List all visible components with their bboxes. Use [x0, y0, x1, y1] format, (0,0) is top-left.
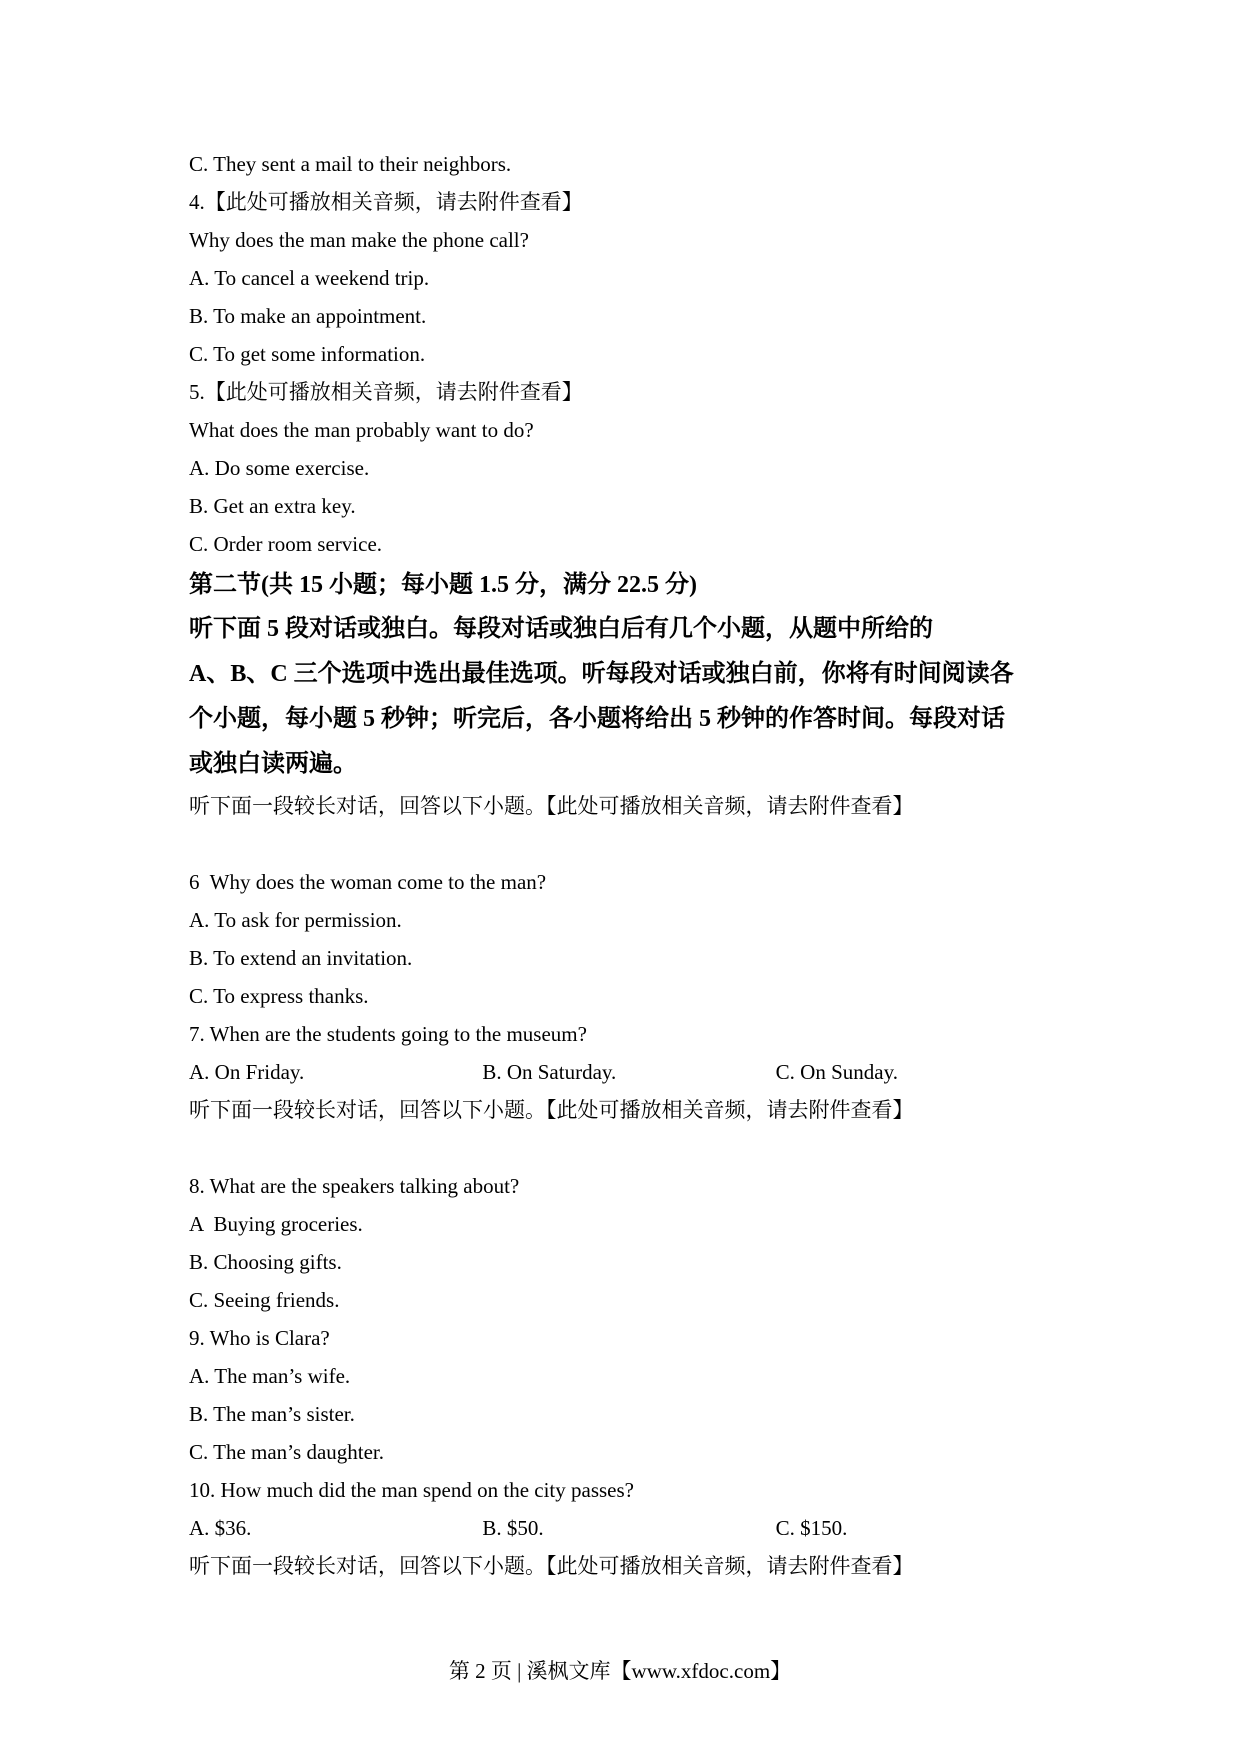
q4-audio-prompt: 4.【此处可播放相关音频，请去附件查看】 — [189, 190, 583, 214]
audio-prompt-2: 听下面一段较长对话，回答以下小题。【此处可播放相关音频，请去附件查看】 — [189, 1098, 914, 1122]
q7-option-b: B. On Saturday. — [482, 1060, 617, 1084]
spacer — [189, 825, 1069, 863]
q5-option-b: B. Get an extra key. — [189, 494, 356, 518]
q10-question: 10. How much did the man spend on the city passes? — [189, 1478, 634, 1502]
q9-option-b: B. The man’s sister. — [189, 1402, 355, 1426]
section-instructions-line-3: 个小题，每小题 5 秒钟；听完后，各小题将给出 5 秒钟的作答时间。每段对话 — [189, 706, 1005, 732]
q6-option-c: C. To express thanks. — [189, 984, 369, 1008]
section-title: 第二节(共 15 小题；每小题 1.5 分，满分 22.5 分) — [189, 572, 697, 598]
q4-option-a: A. To cancel a weekend trip. — [189, 266, 430, 290]
q5-option-c: C. Order room service. — [189, 532, 383, 556]
audio-prompt-3: 听下面一段较长对话，回答以下小题。【此处可播放相关音频，请去附件查看】 — [189, 1554, 914, 1578]
q7-question: 7. When are the students going to the museum? — [189, 1022, 587, 1046]
q9-question: 9. Who is Clara? — [189, 1326, 330, 1350]
spacer — [189, 1129, 1069, 1167]
section-instructions-line-1: 听下面 5 段对话或独白。每段对话或独白后有几个小题，从题中所给的 — [189, 616, 933, 642]
page-content — [189, 145, 1069, 1585]
q7-option-c: C. On Sunday. — [775, 1060, 898, 1084]
q6-question: 6 Why does the woman come to the man? — [189, 870, 547, 894]
section-instructions-line-2: A、B、C 三个选项中选出最佳选项。听每段对话或独白前，你将有时间阅读各 — [189, 661, 1014, 687]
q10-options — [189, 1509, 1069, 1547]
q10-option-a: A. $36. — [189, 1516, 252, 1540]
q4-question: Why does the man make the phone call? — [189, 228, 529, 252]
q10-option-b: B. $50. — [482, 1516, 544, 1540]
q6-option-b: B. To extend an invitation. — [189, 946, 413, 970]
q8-option-c: C. Seeing friends. — [189, 1288, 340, 1312]
audio-prompt-1: 听下面一段较长对话，回答以下小题。【此处可播放相关音频，请去附件查看】 — [189, 794, 914, 818]
q5-question: What does the man probably want to do? — [189, 418, 534, 442]
q9-option-a: A. The man’s wife. — [189, 1364, 351, 1388]
q10-option-c: C. $150. — [775, 1516, 848, 1540]
q8-option-a: A Buying groceries. — [189, 1212, 363, 1236]
q5-option-a: A. Do some exercise. — [189, 456, 370, 480]
q7-option-a: A. On Friday. — [189, 1060, 305, 1084]
q8-question: 8. What are the speakers talking about? — [189, 1174, 520, 1198]
page-footer: 第 2 页 | 溪枫文库【www.xfdoc.com】 — [448, 1659, 792, 1683]
q6-option-a: A. To ask for permission. — [189, 908, 402, 932]
q8-option-b: B. Choosing gifts. — [189, 1250, 342, 1274]
q4-option-c: C. To get some information. — [189, 342, 426, 366]
q9-option-c: C. The man’s daughter. — [189, 1440, 384, 1464]
section-instructions-line-4: 或独白读两遍。 — [189, 751, 357, 777]
q7-options — [189, 1053, 1069, 1091]
q3-option-c: C. They sent a mail to their neighbors. — [189, 152, 512, 176]
q4-option-b: B. To make an appointment. — [189, 304, 427, 328]
q5-audio-prompt: 5.【此处可播放相关音频，请去附件查看】 — [189, 380, 583, 404]
